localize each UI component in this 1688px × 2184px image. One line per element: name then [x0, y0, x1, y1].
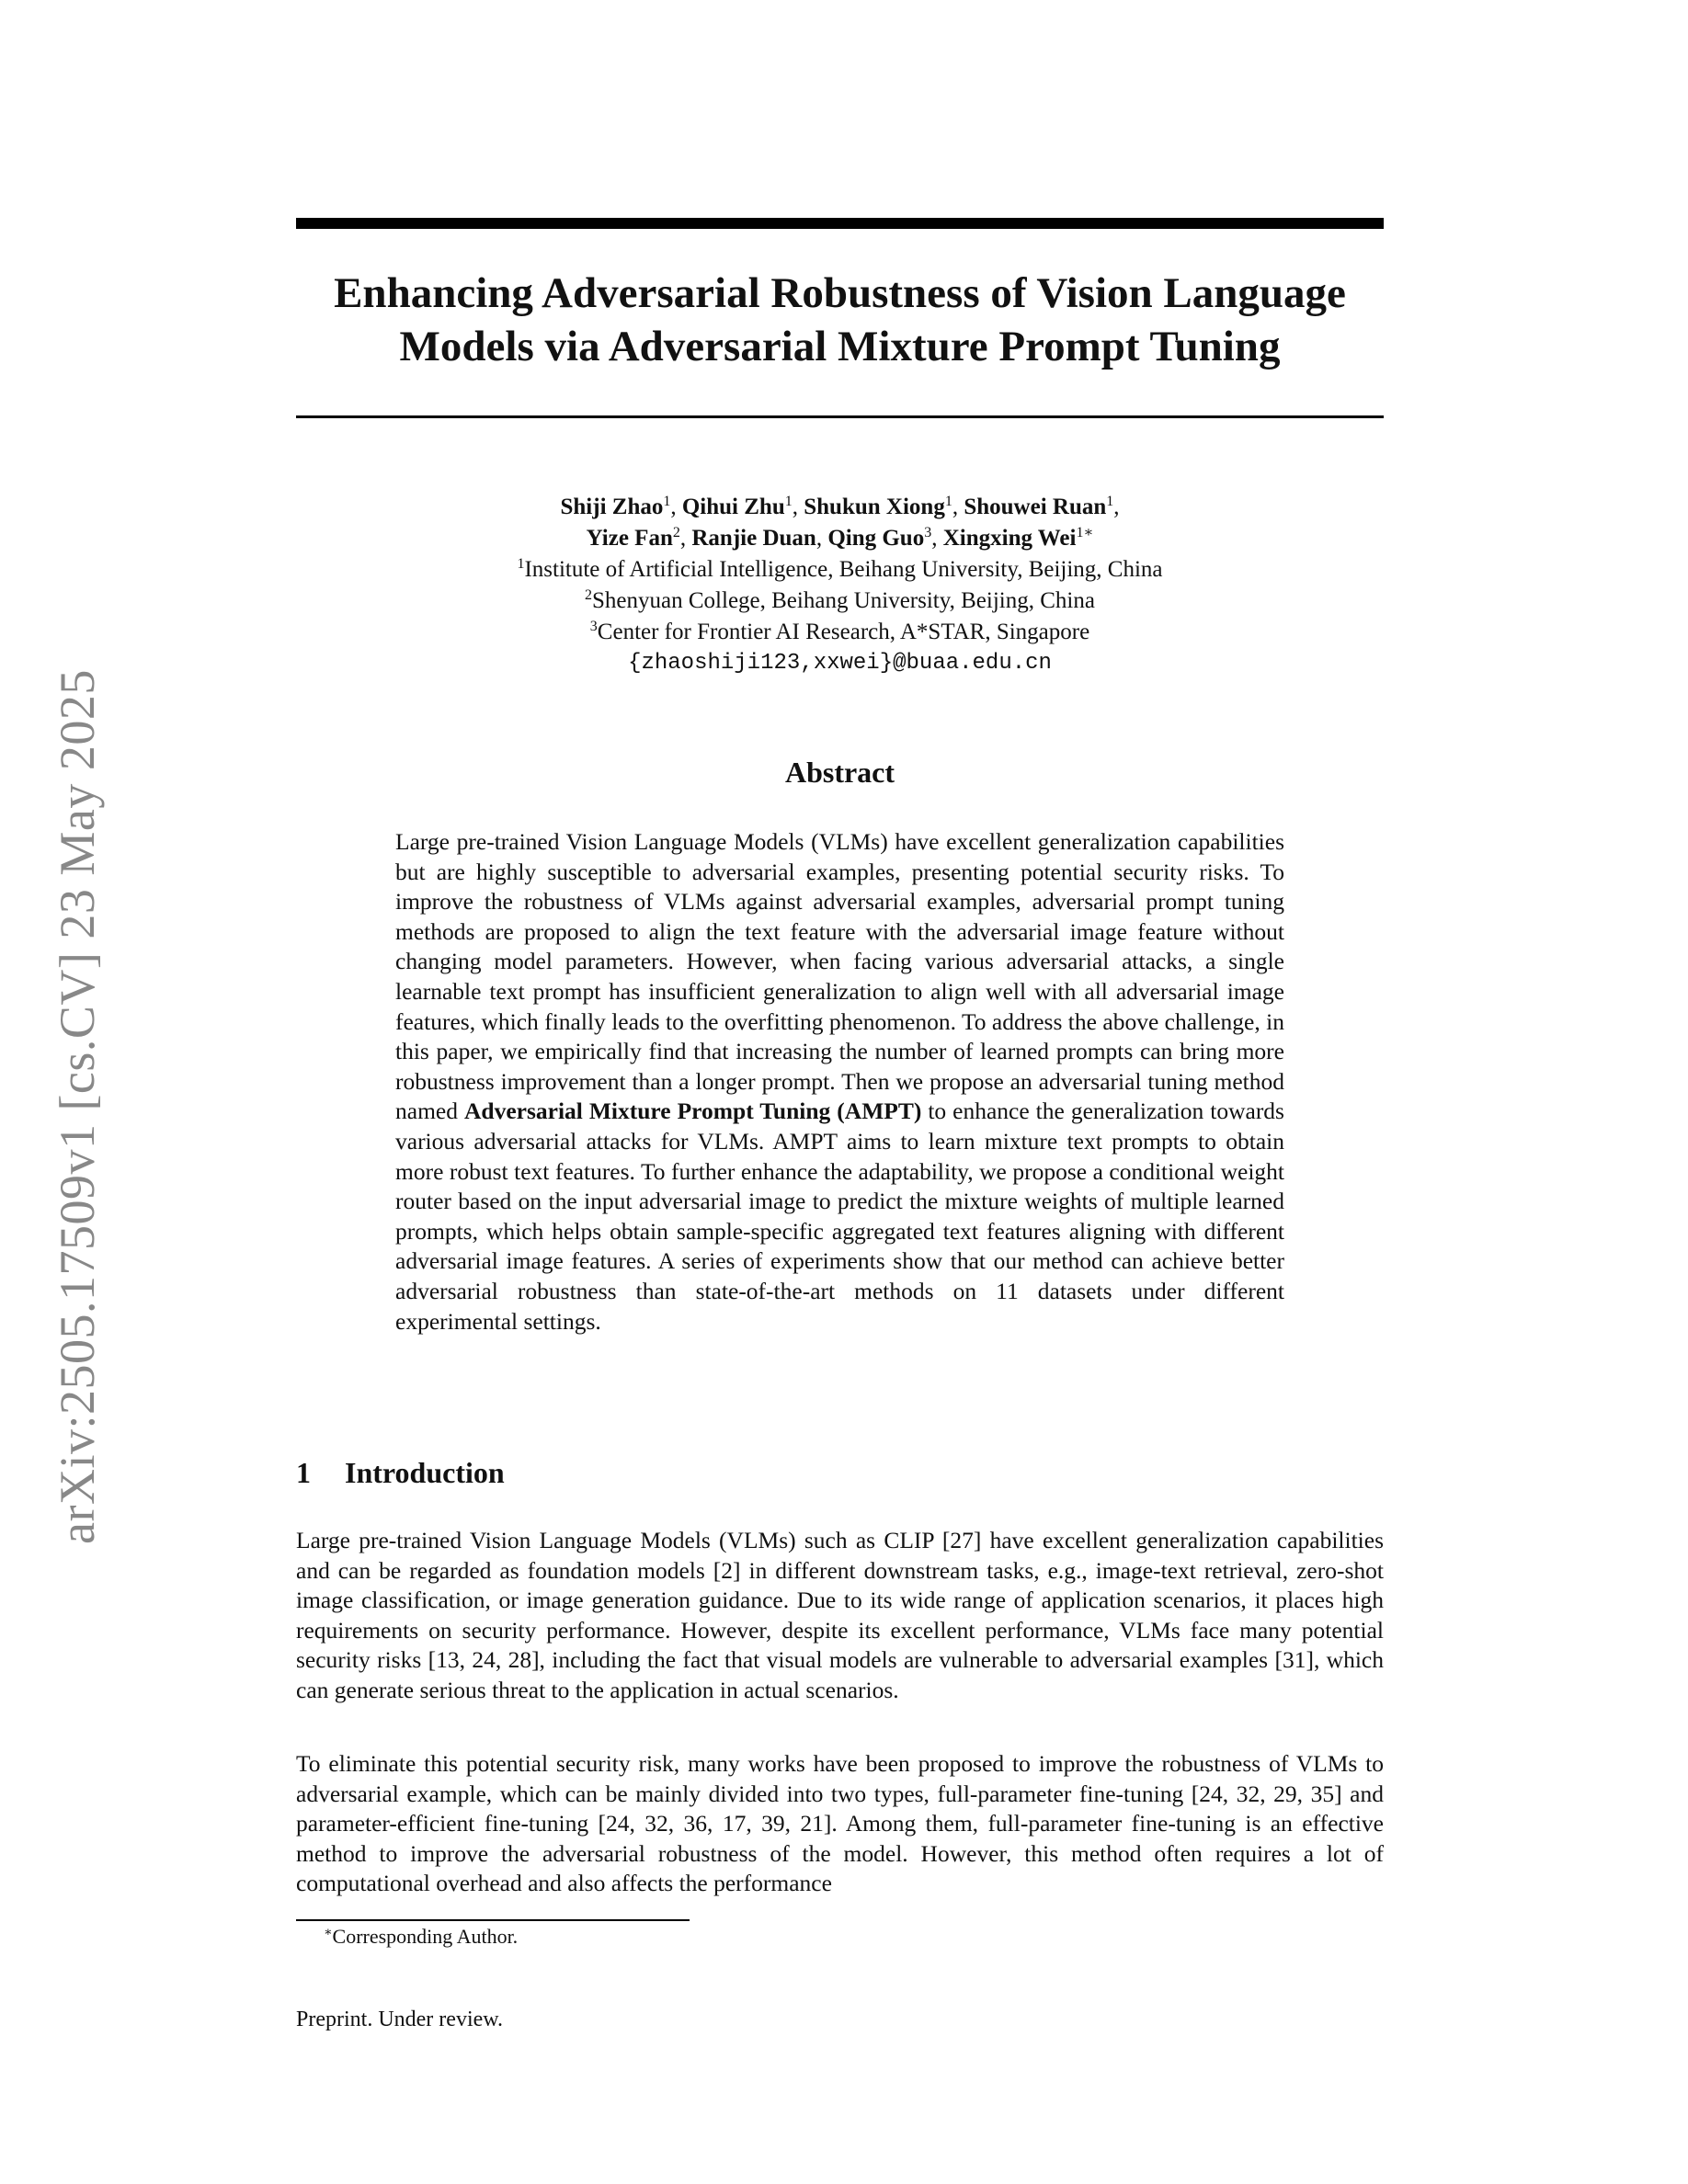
affiliation-1 — [296, 554, 1384, 586]
abstract-method-name: Adversarial Mixture Prompt Tuning (AMPT) — [463, 1098, 922, 1125]
author-name: Xingxing Wei — [942, 526, 1077, 551]
footnote — [324, 1923, 518, 1951]
abstract-text-part-2: to enhance the generalization towards various adversarial attacks for VLMs. AMPT aims to learn mixture text prompts to obtain more robust text features. To further enhance the adaptability, we propose a conditional weight router based on the input adversarial image to predict the mixture weights of multiple learned prompts, which helps obtain sample-specific aggregated text features aligning with different adversarial image features. A series of experiments show that our method can achieve better adversarial robustness than state-of-the-art methods on 11 datasets under different experimental settings. — [395, 1098, 1284, 1335]
author-name: Yize Fan — [586, 526, 673, 551]
affiliation-text: Shenyuan College, Beihang University, Beijing, China — [592, 588, 1095, 613]
title-top-rule — [296, 218, 1384, 229]
abstract-text-part-1: Large pre-trained Vision Language Models (VLMs) have excellent generalization capabilities but are highly susceptible to adversarial examples, presenting potential security risks. To improve the robustness of VLMs against adversarial examples, adversarial prompt tuning methods are proposed to align the text feature with the adversarial image feature without changing model parameters. However, when facing various adversarial attacks, a single learnable text prompt has insufficient generalization to align well with all adversarial image features, which finally leads to the overfitting phenomenon. To address the above challenge, in this paper, we empirically find that increasing the number of learned prompts can bring more robustness improvement than a longer prompt. Then we propose an adversarial tuning method named — [395, 828, 1284, 1125]
section-heading-introduction — [296, 1454, 1032, 1491]
affiliation-mark: 3 — [589, 619, 598, 634]
title-line-2: Models via Adversarial Mixture Prompt Tuning — [399, 323, 1281, 370]
title-bottom-rule — [296, 415, 1384, 418]
author-affiliation-mark: 1 — [663, 494, 671, 509]
title-line-1: Enhancing Adversarial Robustness of Vision Language — [334, 269, 1346, 317]
section-number: 1 — [296, 1456, 311, 1489]
author-name: Qihui Zhu — [681, 495, 785, 519]
author-name: Shiji Zhao — [560, 495, 664, 519]
arxiv-identifier-stamp: arXiv:2505.17509v1 [cs.CV] 23 May 2025 — [50, 669, 105, 1544]
intro-paragraph-1: Large pre-trained Vision Language Models (VLMs) such as CLIP [27] have excellent generalization capabilities and can be regarded as foundation models [2] in different downstream tasks, e.g., image-text retrieval, zero-shot image classification, or image generation guidance. Due to its wide range of application scenarios, it places high requirements on security performance. However, despite its excellent performance, VLMs face many potential security risks [13, 24, 28], including the fact that visual models are vulnerable to adversarial examples [31], which can generate serious threat to the application in actual scenarios. — [296, 1527, 1384, 1703]
author-affiliation-mark: 3 — [924, 525, 932, 540]
affiliation-mark: 1 — [517, 556, 525, 572]
affiliation-mark: 2 — [585, 587, 593, 603]
footnote-text: Corresponding Author. — [332, 1925, 519, 1948]
author-affiliation-mark: 1 — [1106, 494, 1114, 509]
author-affiliation-mark: 2 — [672, 525, 680, 540]
author-affiliation-mark: 1 — [784, 494, 793, 509]
author-name: Shukun Xiong — [804, 495, 945, 519]
affiliation-3 — [296, 617, 1384, 648]
contact-email: {zhaoshiji123,xxwei}@buaa.edu.cn — [628, 651, 1052, 676]
affiliation-text: Center for Frontier AI Research, A*STAR, Singapore — [597, 620, 1090, 644]
affiliation-2 — [296, 586, 1384, 617]
author-line-2: Yize Fan$^2$, Ranjie Duan, Qing Guo$^3$, Xingxing Wei$^{1∗}$ — [586, 525, 1094, 551]
section-title: Introduction — [345, 1456, 505, 1489]
author-name: Ranjie Duan — [691, 526, 816, 551]
author-name: Shouwei Ruan — [964, 495, 1107, 519]
paper-title — [296, 267, 1384, 373]
footnote-mark: ∗ — [324, 1926, 333, 1939]
author-affiliation-mark: 1 — [944, 494, 952, 509]
abstract-body — [395, 827, 1284, 1337]
abstract-heading: Abstract — [784, 756, 895, 789]
author-line-1: Shiji Zhao$^1$, Qihui Zhu$^1$, Shukun Xiong$^1$, Shouwei Ruan$^1$, — [560, 494, 1120, 519]
author-affiliation-mark: 1∗ — [1076, 525, 1094, 540]
author-name: Qing Guo — [827, 526, 925, 551]
intro-paragraph-2: To eliminate this potential security risk, many works have been proposed to improve the robustness of VLMs to adversarial example, which can be mainly divided into two types, full-parameter fine-tuning [24, 32, 29, 35] and parameter-efficient fine-tuning [24, 32, 36, 17, 39, 21]. Among them, full-parameter fine-tuning is an effective method to improve the adversarial robustness of the model. However, this method often requires a lot of computational overhead and also affects the performance — [296, 1750, 1384, 1897]
affiliation-text: Institute of Artificial Intelligence, Beihang University, Beijing, China — [524, 557, 1163, 582]
footnote-rule — [296, 1919, 690, 1921]
author-block — [296, 492, 1384, 679]
preprint-note: Preprint. Under review. — [296, 2008, 504, 2031]
